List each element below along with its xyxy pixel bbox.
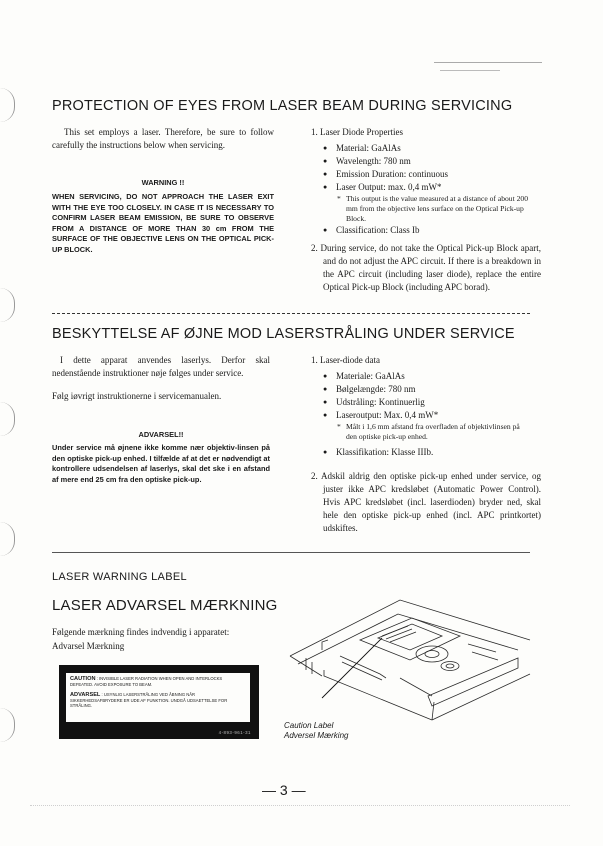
caution-message: : INVISIBLE LASER RADIATION WHEN OPEN AND INTERLOCKS DEFEATED. AVOID EXPOSURE TO BEAM. xyxy=(70,676,223,688)
callout-leader-line xyxy=(322,638,382,698)
binder-hole-mark xyxy=(0,402,15,436)
property-list xyxy=(323,142,531,194)
label-line xyxy=(382,626,408,636)
warning-text-danish: Under service må øjnene ikke komme nær objektiv-linsen på den optiske pick-up enhed. I tilfælde af at det er nødvendigt at kontrollere udsendelsen af laserlys, skal det ske i en afstand af mere end 25 cm fra den optiske pick-up. xyxy=(52,443,270,484)
internal-line xyxy=(472,652,498,660)
section-title-danish: BESKYTTELSE AF ØJNE MOD LASERSTRÅLING UNDER SERVICE xyxy=(52,326,515,342)
chassis-inner-edge xyxy=(298,614,518,664)
motor-center xyxy=(446,664,454,668)
laser-diode-data-block xyxy=(311,354,531,459)
item2-paragraph-danish: 2. Adskil aldrig den optiske pick-up enhed under service, og juster ikke APC kredsløbet (Automatic Power Control). Hvis APC kredsløbet (incl. laserdioden) bryder ned, skal hele den optiske pick-up enhed (incl. APC printkortet) udskiftes. xyxy=(311,471,541,533)
label-line xyxy=(386,629,412,639)
binder-hole-mark xyxy=(0,708,15,742)
item2-paragraph: 2. During service, do not take the Optical Pick-up Block apart, and do not adjust the APC circuit. If there is a breakdown in the APC circuit (including laser diode), replace the entire Optical Pick-up Block (including APC borad). xyxy=(311,243,541,292)
list-item: ● Material: GaAlAs xyxy=(323,142,531,155)
property-list-danish xyxy=(323,370,531,422)
warning-text: WHEN SERVICING, DO NOT APPROACH THE LASER EXIT WITH THE EYE TOO CLOSELY. IN CASE IT IS NECESSARY TO CONFIRM LASER BEAM EMISSION, BE SURE TO OBSERVE FROM A DISTANCE OF MORE THAN 30 cm FROM THE SURFACE OF THE OBJECTIVE LENS ON THE OPTICAL PICK-UP BLOCK. xyxy=(52,192,274,254)
page-number: — 3 — xyxy=(262,782,306,798)
footnote: * This output is the value measured at a distance of about 200 mm from the objective lens surface on the Optical Pick-up Block. xyxy=(323,194,531,224)
caption-caution-label: Caution Label xyxy=(284,721,334,730)
top-rule xyxy=(434,62,542,63)
internal-line xyxy=(400,678,432,696)
chassis-outline xyxy=(290,600,530,656)
list-item: ● Classification: Class Ib xyxy=(323,224,531,237)
advarsel-text xyxy=(70,692,246,709)
warning-title: WARNING !! xyxy=(141,178,185,187)
internal-line xyxy=(468,644,496,652)
binder-hole-mark xyxy=(0,522,15,556)
list-item: ● Laser Output: max. 0,4 mW* xyxy=(323,181,531,194)
section-title-english: PROTECTION OF EYES FROM LASER BEAM DURING SERVICING xyxy=(52,98,513,114)
item1-heading: 1. Laser Diode Properties xyxy=(311,127,403,137)
intro-paragraph: This set employs a laser. Therefore, be sure to follow carefully the instructions below when servicing. xyxy=(52,127,274,150)
internal-line xyxy=(322,640,328,650)
footnote-danish: * Målt i 1,6 mm afstand fra overfladen af objektivlinsen på den optiske pick-up enhed. xyxy=(323,422,531,442)
caution-text xyxy=(70,676,246,687)
intro-paragraph-danish: I dette apparat anvendes laserlys. Derfor skal nedenstående instruktioner nøje følges under service. xyxy=(52,355,270,378)
section-divider xyxy=(52,313,530,314)
disc-tray-ellipse xyxy=(416,646,448,662)
caution-keyword: CAUTION xyxy=(70,676,96,682)
motor-ellipse xyxy=(441,662,459,671)
list-item: ● Klassifikation: Klasse IIIb. xyxy=(323,446,531,459)
spindle-ellipse xyxy=(425,651,439,658)
advarsel-keyword: ADVARSEL xyxy=(70,692,101,698)
unit-illustration xyxy=(282,578,532,728)
warning-label-title: LASER WARNING LABEL xyxy=(52,571,187,583)
caution-label-text-area xyxy=(66,673,250,722)
label-name-text: Advarsel Mærkning xyxy=(52,641,125,651)
caption-adversel-maerking: Adversel Mærking xyxy=(284,731,349,740)
intro-paragraph-danish-2: Følg iøvrigt instruktionerne i servicemanualen. xyxy=(52,391,222,401)
list-item: ● Udstråling: Kontinuerlig xyxy=(323,396,531,409)
binder-hole-mark xyxy=(0,88,15,122)
pickup-base xyxy=(360,618,460,660)
internal-line xyxy=(340,656,386,678)
list-item: ● Emission Duration: continuous xyxy=(323,168,531,181)
warning-label-title-danish: LASER ADVARSEL MÆRKNING xyxy=(52,597,278,614)
label-location-text: Følgende mærkning findes indvendig i apparatet: xyxy=(52,627,230,637)
warning-title-danish: ADVARSEL!! xyxy=(138,430,184,439)
bottom-rule xyxy=(30,805,570,806)
internal-line xyxy=(342,662,382,680)
label-part-number: 4-893-961-31 xyxy=(218,730,251,735)
chassis-right-edge xyxy=(432,674,530,720)
list-item: ● Laseroutput: Max. 0,4 mW* xyxy=(323,409,531,422)
label-line xyxy=(390,632,416,642)
top-rule xyxy=(440,70,500,71)
list-item: ● Wavelength: 780 nm xyxy=(323,155,531,168)
laser-properties-block xyxy=(311,126,531,237)
caution-label xyxy=(59,665,259,739)
binder-hole-mark xyxy=(0,288,15,322)
chassis-front-edge xyxy=(324,670,432,720)
list-item: ● Materiale: GaAlAs xyxy=(323,370,531,383)
front-panel-edge xyxy=(432,702,434,720)
item1-heading-danish: 1. Laser-diode data xyxy=(311,355,381,365)
classification-list-danish xyxy=(323,446,531,459)
section-divider xyxy=(52,552,530,553)
advarsel-message: : USYNLIG LASERSTRÅLING VED ÅBNING NÅR SIKKERHEDSAFBRYDERE ER UDE AF FUNKTION. UNDGÅ UDSAETTELSE FOR STRÅLING. xyxy=(70,692,228,709)
classification-list xyxy=(323,224,531,237)
list-item: ● Bølgelængde: 780 nm xyxy=(323,383,531,396)
